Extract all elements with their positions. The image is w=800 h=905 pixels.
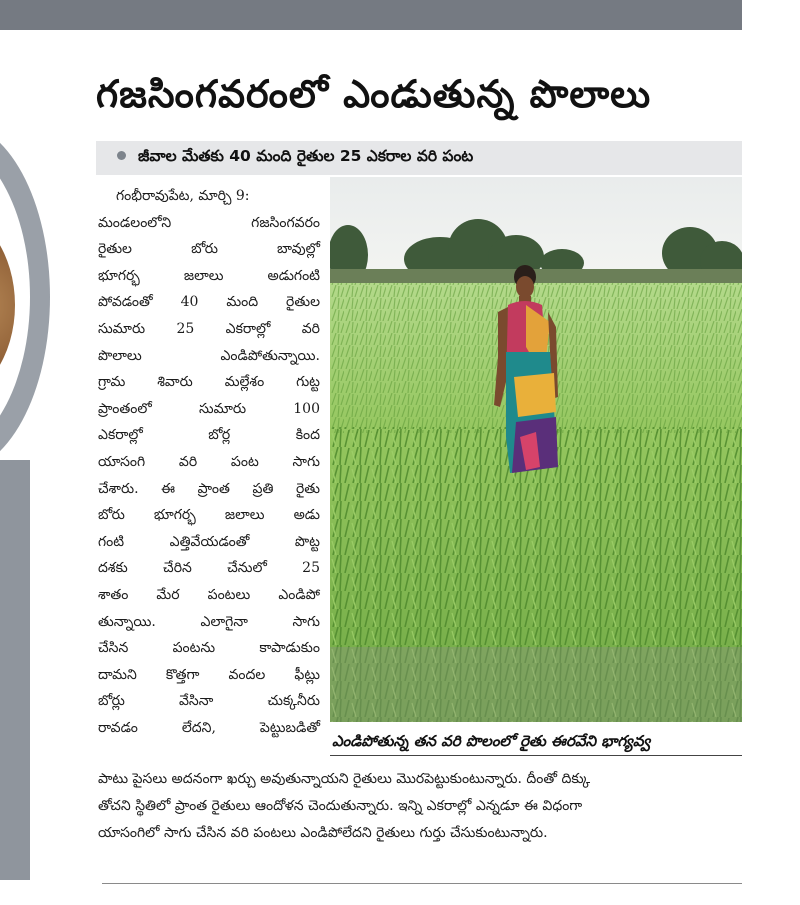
article-line: చేసిన పంటను కాపాడుకుం xyxy=(98,640,320,657)
caption-divider xyxy=(330,755,742,756)
article-line: యాసంగి వరి పంట సాగు xyxy=(98,453,320,470)
article-line: పాటు పైసలు అదనంగా ఖర్చు అవుతున్నాయని రైతులు మొరపెట్టుకుంటున్నారు. దీంతో దిక్కు xyxy=(98,771,591,787)
article-continuation xyxy=(98,766,744,847)
subheadline: జీవాల మేతకు 40 మంది రైతుల 25 ఎకరాల వరి పంట xyxy=(138,147,474,165)
article-line: బోరు భూగర్భ జలాలు అడు xyxy=(98,507,320,524)
article-line: రైతుల బోరు బావుల్లో xyxy=(98,241,320,258)
article-line: భూగర్భ జలాలు అడుగంటి xyxy=(98,267,320,284)
article-line: గంటి ఎత్తివేయడంతో పొట్ట xyxy=(98,533,320,550)
article-line: ప్రాంతంలో సుమారు 100 xyxy=(98,400,320,417)
article-line: తోచని స్థితిలో ప్రాంత రైతులు ఆందోళన చెందుతున్నారు. ఇన్ని ఎకరాల్లో ఎన్నడూ ఈ విధంగా xyxy=(98,798,583,814)
article-line: దశకు చేరిన చేనులో 25 xyxy=(98,560,320,577)
article-line: గ్రామ శివారు మల్లేశం గుట్ట xyxy=(98,374,320,391)
bullet-icon xyxy=(117,151,126,160)
article-line: ఎకరాల్లో బోర్ల కింద xyxy=(98,427,320,444)
article-line: చేశారు. ఈ ప్రాంత ప్రతి రైతు xyxy=(98,480,320,497)
article-line: యాసంగిలో సాగు చేసిన వరి పంటలు ఎండిపోలేదని రైతులు గుర్తు చేసుకుంటున్నారు. xyxy=(98,825,548,841)
article-line: పొలాలు ఎండిపోతున్నాయి. xyxy=(98,347,320,364)
article-line: శాతం మేర పంటలు ఎండిపో xyxy=(98,586,320,603)
article-line: గంభీరావుపేట, మార్చి 9: xyxy=(116,188,250,204)
decorative-gray-band xyxy=(0,460,30,880)
article-line: మండలంలోని గజసింగవరం xyxy=(98,214,320,231)
top-bar xyxy=(0,0,742,30)
article-line: పోవడంతో 40 మంది రైతుల xyxy=(98,294,320,311)
article-line: రావడం లేదని, పెట్టుబడితో xyxy=(98,719,320,736)
photo-caption: ఎండిపోతున్న తన వరి పొలంలో రైతు ఈరవేని భాగ్యవ్వ xyxy=(332,732,651,750)
article-column xyxy=(98,183,320,741)
article-line: దామని కొత్తగా వందల ఫీట్లు xyxy=(98,666,320,683)
headline: గజసింగవరంలో ఎండుతున్న పొలాలు xyxy=(96,72,652,116)
article-line: సుమారు 25 ఎకరాల్లో వరి xyxy=(98,320,320,337)
farmer-field-photo xyxy=(330,177,742,722)
article-line: తున్నాయి. ఎలాగైనా సాగు xyxy=(98,613,320,630)
article-line: బోర్లు వేసినా చుక్కనీరు xyxy=(98,693,320,710)
bottom-divider xyxy=(102,883,742,884)
